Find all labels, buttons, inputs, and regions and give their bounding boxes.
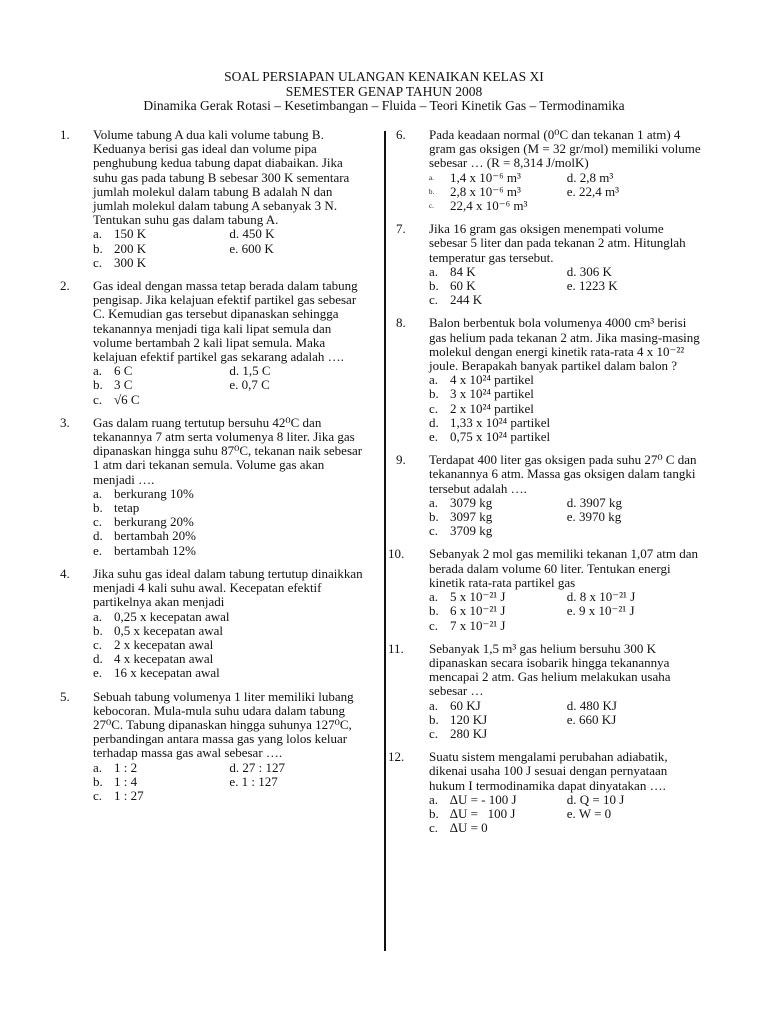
answer-option [429, 821, 590, 835]
answer-option [229, 378, 370, 392]
option-label: b. [93, 377, 103, 393]
option-text: 84 K [450, 263, 476, 279]
answer-options [60, 487, 370, 558]
left-column [60, 128, 370, 812]
option-row [429, 185, 708, 199]
option-label: c. [429, 725, 439, 741]
option-label: d. [93, 528, 103, 544]
option-text: 6 x 10⁻²¹ J [450, 603, 506, 619]
option-row [429, 590, 708, 604]
question-number: 4. [60, 565, 70, 581]
option-text: 1,33 x 10²⁴ partikel [450, 414, 551, 430]
answer-option [429, 185, 567, 199]
option-row [93, 364, 370, 378]
question-number: 11. [388, 640, 404, 656]
option-label: b. [429, 278, 439, 294]
option-text: 16 x kecepatan awal [114, 665, 220, 681]
option-label: c. [429, 820, 439, 836]
option-text: ∆U = 0 [450, 820, 488, 836]
option-row [93, 242, 370, 256]
option-row [429, 430, 708, 444]
option-text: 150 K [114, 226, 147, 242]
answer-option [567, 279, 708, 293]
answer-option [93, 256, 253, 270]
option-text: 5 x 10⁻²¹ J [450, 589, 506, 605]
answer-options [60, 227, 370, 270]
option-text: e. 1 : 127 [229, 773, 278, 789]
question-6 [388, 128, 708, 213]
question-number: 1. [60, 127, 70, 142]
question-9 [388, 453, 708, 538]
option-text: 280 KJ [450, 725, 488, 741]
option-label: a. [93, 226, 103, 242]
option-row [93, 501, 370, 515]
answer-option [429, 619, 590, 633]
option-label: a. [429, 372, 439, 388]
option-text: 60 K [450, 278, 476, 294]
answer-options [60, 610, 370, 681]
answer-option [93, 761, 229, 775]
option-text: √6 C [114, 391, 140, 407]
option-row [429, 171, 708, 185]
option-row [429, 402, 708, 416]
option-text: bertambah 12% [114, 542, 196, 558]
question-2 [60, 279, 370, 407]
option-row [93, 544, 370, 558]
option-row [93, 529, 370, 543]
option-text: 7 x 10⁻²¹ J [450, 617, 506, 633]
answer-option [429, 807, 567, 821]
option-row [429, 265, 708, 279]
option-label: b. [429, 187, 435, 196]
question-number: 5. [60, 688, 70, 704]
answer-option [567, 604, 708, 618]
option-text: 3 C [114, 377, 133, 393]
option-label: c. [429, 523, 439, 539]
answer-option [429, 373, 590, 387]
question-11 [388, 642, 708, 741]
option-label: b. [93, 500, 103, 516]
answer-option [567, 699, 708, 713]
option-text: e. 1223 K [566, 278, 618, 294]
option-label: a. [429, 589, 439, 605]
answer-option [429, 496, 567, 510]
option-row [93, 789, 370, 803]
option-label: a. [429, 173, 434, 182]
option-text: 1,4 x 10⁻⁶ m³ [450, 169, 521, 185]
option-row [429, 510, 708, 524]
column-divider [384, 131, 386, 951]
question-text: Sebanyak 1,5 m³ gas helium bersuhu 300 K dipanaskan secara isobarik hingga tekanannya mencapai 2 atm. Gas helium melakukan usaha sebesar … [429, 640, 671, 699]
option-row [93, 378, 370, 392]
question-7 [388, 222, 708, 307]
question-text: Suatu sistem mengalami perubahan adiabatik, dikenai usaha 100 J sesuai dengan pernyataan hukum I termodinamika dapat dinyatakan …. [429, 749, 668, 793]
header-title: SOAL PERSIAPAN ULANGAN KENAIKAN KELAS XI [224, 69, 544, 84]
answer-option [93, 227, 229, 241]
document-header [0, 70, 768, 114]
option-row [429, 713, 708, 727]
answer-options [388, 373, 708, 444]
answer-option [93, 515, 253, 529]
option-text: d. Q = 10 J [566, 791, 625, 807]
option-row [429, 279, 708, 293]
option-label: c. [429, 202, 434, 211]
question-number: 7. [396, 221, 406, 237]
answer-option [429, 524, 590, 538]
option-text: 4 x 10²⁴ partikel [450, 372, 534, 388]
answer-option [429, 430, 590, 444]
question-number: 6. [396, 127, 406, 142]
option-text: 60 KJ [450, 697, 481, 713]
question-text: Pada keadaan normal (0⁰C dan tekanan 1 atm) 4 gram gas oksigen (M = 32 gr/mol) memiliki volume sebesar … (R = 8,314 J/molK) [429, 127, 701, 171]
option-row [93, 652, 370, 666]
option-row [93, 487, 370, 501]
answer-option [429, 713, 567, 727]
option-text: 200 K [114, 240, 147, 256]
question-text: Sebuah tabung volumenya 1 liter memiliki lubang kebocoran. Mula-mula suhu udara dalam tabung 27⁰C. Tabung dipanaskan hingga suhunya 127⁰C, perbandingan antara massa gas yang lolos keluar terhadap massa gas awal sebesar …. [93, 688, 354, 761]
option-label: a. [93, 608, 103, 624]
answer-option [567, 510, 708, 524]
answer-option [93, 529, 253, 543]
question-text: Balon berbentuk bola volumenya 4000 cm³ berisi gas helium pada tekanan 2 atm. Jika masing-masing molekul dengan energi kinetik rata-rata 4 x 10⁻²² joule. Berapakah banyak partikel dalam balon ? [429, 315, 700, 374]
answer-option [429, 699, 567, 713]
option-row [429, 793, 708, 807]
option-label: c. [93, 514, 103, 530]
option-label: a. [93, 363, 103, 379]
option-row [93, 515, 370, 529]
answer-options [388, 171, 708, 214]
question-number: 10. [388, 546, 405, 562]
option-label: c. [429, 400, 439, 416]
answer-option [429, 604, 567, 618]
question-3 [60, 416, 370, 558]
option-text: d. 450 K [229, 226, 275, 242]
answer-option [567, 793, 708, 807]
option-text: d. 8 x 10⁻²¹ J [566, 589, 636, 605]
option-label: c. [93, 787, 103, 803]
answer-option [429, 727, 590, 741]
option-label: b. [429, 603, 439, 619]
option-label: b. [93, 622, 103, 638]
option-row [93, 761, 370, 775]
option-text: e. 22,4 m³ [566, 183, 620, 199]
option-row [93, 227, 370, 241]
option-text: d. 480 KJ [566, 697, 617, 713]
option-text: 0,75 x 10²⁴ partikel [450, 429, 551, 445]
question-text: Gas dalam ruang tertutup bersuhu 42⁰C dan tekanannya 7 atm serta volumenya 8 liter. Jika gas dipanaskan hingga suhu 87⁰C, tekanan naik sebesar 1 atm dari tekanan semula. Volume gas akan menjadi …. [93, 414, 363, 487]
option-text: 3097 kg [450, 509, 493, 525]
option-text: ∆U = - 100 J [450, 791, 517, 807]
option-label: b. [93, 773, 103, 789]
answer-option [93, 652, 253, 666]
option-text: e. 600 K [229, 240, 274, 256]
answer-option [429, 265, 567, 279]
option-row [429, 373, 708, 387]
option-label: d. [93, 651, 103, 667]
option-label: a. [429, 791, 439, 807]
option-text: 2,8 x 10⁻⁶ m³ [450, 183, 521, 199]
option-text: berkurang 10% [114, 485, 194, 501]
option-text: e. 0,7 C [229, 377, 270, 393]
option-label: b. [429, 711, 439, 727]
question-8 [388, 316, 708, 444]
option-text: d. 3907 kg [566, 494, 623, 510]
answer-options [388, 265, 708, 308]
option-label: a. [429, 263, 439, 279]
answer-options [388, 699, 708, 742]
option-text: 120 KJ [450, 711, 488, 727]
option-row [93, 638, 370, 652]
option-label: e. [429, 429, 439, 445]
option-row [429, 199, 708, 213]
question-number: 3. [60, 414, 70, 430]
option-label: a. [429, 494, 439, 510]
answer-option [93, 487, 253, 501]
option-text: 6 C [114, 363, 133, 379]
option-label: c. [93, 636, 103, 652]
answer-option [429, 199, 590, 213]
option-text: 1 : 27 [114, 787, 144, 803]
answer-option [567, 171, 708, 185]
option-row [429, 821, 708, 835]
option-text: 2 x kecepatan awal [114, 636, 214, 652]
question-text: Gas ideal dengan massa tetap berada dalam tabung pengisap. Jika kelajuan efektif partikel gas sebesar C. Kemudian gas tersebut dipanaskan sehingga tekanannya menjadi tiga kali lipat semula dan volume bertambah 2 kali lipat semula. Maka kelajuan efektif partikel gas sekarang adalah …. [93, 278, 358, 365]
option-text: 1 : 4 [114, 773, 138, 789]
option-text: bertambah 20% [114, 528, 196, 544]
answer-option [229, 761, 370, 775]
answer-option [229, 364, 370, 378]
answer-option [567, 265, 708, 279]
question-1 [60, 128, 370, 270]
question-number: 2. [60, 278, 70, 294]
option-text: 3 x 10²⁴ partikel [450, 386, 534, 402]
option-row [429, 604, 708, 618]
option-row [429, 293, 708, 307]
option-label: d. [429, 414, 439, 430]
question-text: Jika suhu gas ideal dalam tabung tertutup dinaikkan menjadi 4 kali suhu awal. Kecepatan efektif partikelnya akan menjadi [93, 565, 363, 610]
question-text: Terdapat 400 liter gas oksigen pada suhu 27⁰ C dan tekanannya 6 atm. Massa gas oksigen dalam tangki tersebut adalah …. [429, 452, 697, 496]
question-number: 8. [396, 315, 406, 331]
answer-option [93, 242, 229, 256]
header-topics: Dinamika Gerak Rotasi – Kesetimbangan – Fluida – Teori Kinetik Gas – Termodinamika [143, 98, 625, 113]
question-12 [388, 750, 708, 835]
option-text: e. W = 0 [566, 805, 612, 821]
option-row [93, 610, 370, 624]
answer-option [93, 638, 253, 652]
option-row [429, 524, 708, 538]
option-text: e. 3970 kg [566, 509, 622, 525]
option-text: 1 : 2 [114, 759, 138, 775]
answer-option [429, 416, 590, 430]
option-row [429, 387, 708, 401]
option-text: 3709 kg [450, 523, 493, 539]
answer-option [93, 501, 253, 515]
option-row [93, 775, 370, 789]
question-number: 12. [388, 749, 405, 765]
answer-options [388, 590, 708, 633]
option-label: a. [93, 485, 103, 501]
answer-option [93, 624, 253, 638]
answer-option [93, 544, 253, 558]
option-label: a. [429, 697, 439, 713]
question-4 [60, 567, 370, 681]
option-label: a. [93, 759, 103, 775]
question-text: Volume tabung A dua kali volume tabung B. Keduanya berisi gas ideal dan volume pipa penghubung kedua tabung dapat diabaikan. Jika suhu gas pada tabung B sebesar 300 K sementara jumlah molekul dalam tabung B adalah N dan jumlah molekul dalam tabung A sebanyak 3 N. Tentukan suhu gas dalam tabung A. [93, 127, 350, 228]
option-label: b. [429, 805, 439, 821]
option-label: c. [429, 617, 439, 633]
answer-option [93, 364, 229, 378]
answer-option [93, 789, 253, 803]
option-row [429, 619, 708, 633]
option-label: b. [429, 509, 439, 525]
question-number: 9. [396, 452, 406, 468]
answer-option [429, 171, 567, 185]
answer-option [429, 402, 590, 416]
answer-option [567, 590, 708, 604]
option-text: 3079 kg [450, 494, 493, 510]
answer-options [60, 761, 370, 804]
answer-option [93, 610, 253, 624]
option-text: 244 K [450, 292, 483, 308]
answer-option [429, 793, 567, 807]
option-row [93, 256, 370, 270]
answer-option [567, 185, 708, 199]
answer-option [567, 496, 708, 510]
option-row [429, 699, 708, 713]
option-row [93, 624, 370, 638]
answer-option [567, 807, 708, 821]
right-column [388, 128, 708, 844]
option-label: e. [93, 542, 103, 558]
answer-options [60, 364, 370, 407]
option-label: b. [93, 240, 103, 256]
answer-option [567, 713, 708, 727]
answer-option [429, 293, 590, 307]
question-5 [60, 690, 370, 804]
answer-option [429, 590, 567, 604]
answer-option [229, 242, 370, 256]
answer-options [388, 496, 708, 539]
option-label: c. [429, 292, 439, 308]
answer-option [93, 775, 229, 789]
question-text: Jika 16 gram gas oksigen menempati volume sebesar 5 liter dan pada tekanan 2 atm. Hitunglah temperatur gas tersebut. [429, 221, 686, 265]
question-10 [388, 547, 708, 632]
option-text: berkurang 20% [114, 514, 194, 530]
answer-option [429, 279, 567, 293]
option-text: d. 1,5 C [229, 363, 271, 379]
option-text: 0,25 x kecepatan awal [114, 608, 230, 624]
answer-option [93, 666, 253, 680]
option-text: e. 9 x 10⁻²¹ J [566, 603, 635, 619]
answer-options [388, 793, 708, 836]
option-row [93, 393, 370, 407]
option-text: tetap [114, 500, 140, 516]
option-text: 0,5 x kecepatan awal [114, 622, 224, 638]
option-label: b. [429, 386, 439, 402]
option-text: 2 x 10²⁴ partikel [450, 400, 534, 416]
answer-option [429, 510, 567, 524]
answer-option [429, 387, 590, 401]
option-text: e. 660 KJ [566, 711, 617, 727]
answer-option [229, 227, 370, 241]
option-label: c. [93, 254, 103, 270]
answer-option [93, 393, 253, 407]
option-text: 300 K [114, 254, 147, 270]
option-text: 4 x kecepatan awal [114, 651, 214, 667]
option-row [429, 807, 708, 821]
option-text: d. 2,8 m³ [566, 169, 614, 185]
answer-option [229, 775, 370, 789]
option-row [429, 496, 708, 510]
option-row [429, 416, 708, 430]
question-text: Sebanyak 2 mol gas memiliki tekanan 1,07 atm dan berada dalam volume 60 liter. Tentukan energi kinetik rata-rata partikel gas [429, 546, 698, 590]
option-text: ∆U = 100 J [450, 805, 516, 821]
option-label: c. [93, 391, 103, 407]
answer-option [93, 378, 229, 392]
option-row [93, 666, 370, 680]
option-row [429, 727, 708, 741]
option-text: 22,4 x 10⁻⁶ m³ [450, 198, 528, 214]
option-label: e. [93, 665, 103, 681]
header-semester: SEMESTER GENAP TAHUN 2008 [285, 83, 483, 99]
option-text: d. 306 K [566, 263, 612, 279]
option-text: d. 27 : 127 [229, 759, 285, 775]
